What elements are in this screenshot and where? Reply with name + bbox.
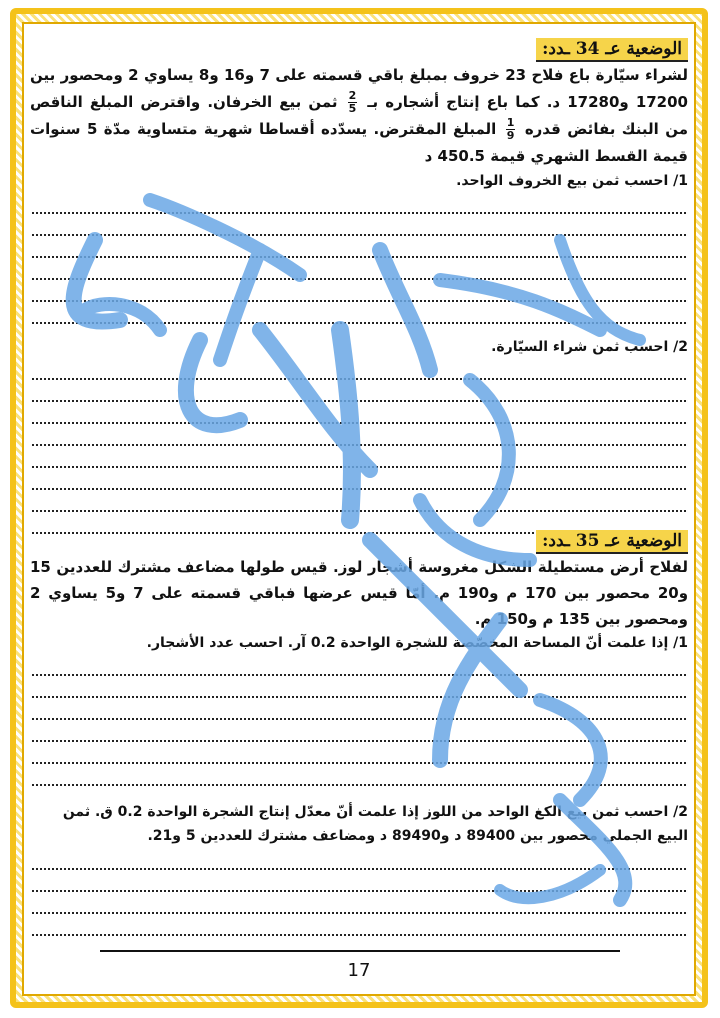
- fraction-numerator: 2: [348, 89, 357, 102]
- fraction-denominator: 5: [348, 102, 357, 115]
- answer-lines: [30, 654, 688, 786]
- page-number: 17: [347, 960, 371, 981]
- footer-divider: [100, 950, 620, 952]
- answer-line: [32, 676, 686, 698]
- answer-line: [32, 490, 686, 512]
- answer-line: [32, 358, 686, 380]
- answer-line: [32, 424, 686, 446]
- answer-line: [32, 870, 686, 892]
- answer-line: [32, 892, 686, 914]
- statement-part-2: ثمن بيع الخرفان. واقترض المبلغ الناقص من البنك بفائض قدره: [30, 93, 689, 138]
- answer-lines: [30, 358, 688, 534]
- answer-line: [32, 192, 686, 214]
- answer-line: [32, 742, 686, 764]
- answer-line: [32, 302, 686, 324]
- statement-part-3: المبلغ المقترض. يسدّده أقساطا شهرية متساوية مدّة 5 سنوات قيمة القسط الشهري قيمة 450.5 د: [30, 120, 688, 165]
- fraction-denominator: 9: [506, 129, 515, 142]
- question-1: 1/ إذا علمت أنّ المساحة المخصّصة للشجرة الواحدة 0.2 آر. احسب عدد الأشجار.: [146, 635, 688, 651]
- problem-statement: [30, 62, 688, 170]
- question-1: 1/ احسب ثمن بيع الخروف الواحد.: [456, 173, 688, 189]
- fraction-numerator: 1: [506, 116, 515, 129]
- worksheet-content: [30, 30, 688, 990]
- answer-line: [32, 258, 686, 280]
- fraction-one-ninth: [506, 117, 516, 142]
- statement-part-1: لشراء سيّارة باع فلاح 23 خروف بمبلغ باقي قسمته على 7 و16 و8 يساوي 2 ومحصور بين 17200 و17280 د. كما باع إنتاج أشجاره بـ: [30, 66, 689, 111]
- problem-statement: لفلاح أرض مستطيلة الشكل مغروسة أشجار لوز. قيس طولها مضاعف مشترك للعددين 15 و20 محصور بين 170 م و190 م. أمّا قيس عرضها فباقي قسمته على 7 و5 يساوي 2 ومحصور بين 135 م و150 م.: [30, 558, 689, 628]
- answer-lines: [30, 848, 688, 936]
- question-2: 2/ احسب ثمن بيع الكغ الواحد من اللوز إذا علمت أنّ معدّل إنتاج الشجرة الواحدة 0.2 ق. ثمن البيع الجملي محصور بين 89400 د و89490 د ومضاعف مشترك للعددين 5 و21.: [62, 804, 688, 844]
- answer-line: [32, 698, 686, 720]
- answer-line: [32, 446, 686, 468]
- question-2: 2/ احسب ثمن شراء السيّارة.: [491, 339, 688, 355]
- answer-line: [32, 914, 686, 936]
- answer-line: [32, 402, 686, 424]
- answer-lines: [30, 192, 688, 324]
- section-35: [30, 530, 688, 936]
- section-34: [30, 38, 688, 534]
- answer-line: [32, 236, 686, 258]
- answer-line: [32, 764, 686, 786]
- section-title: الوضعية عـ 35 ـدد:: [536, 530, 688, 554]
- section-title: الوضعية عـ 34 ـدد:: [536, 38, 688, 62]
- answer-line: [32, 380, 686, 402]
- fraction-two-fifths: [348, 90, 358, 115]
- answer-line: [32, 848, 686, 870]
- answer-line: [32, 280, 686, 302]
- answer-line: [32, 720, 686, 742]
- answer-line: [32, 468, 686, 490]
- answer-line: [32, 654, 686, 676]
- answer-line: [32, 214, 686, 236]
